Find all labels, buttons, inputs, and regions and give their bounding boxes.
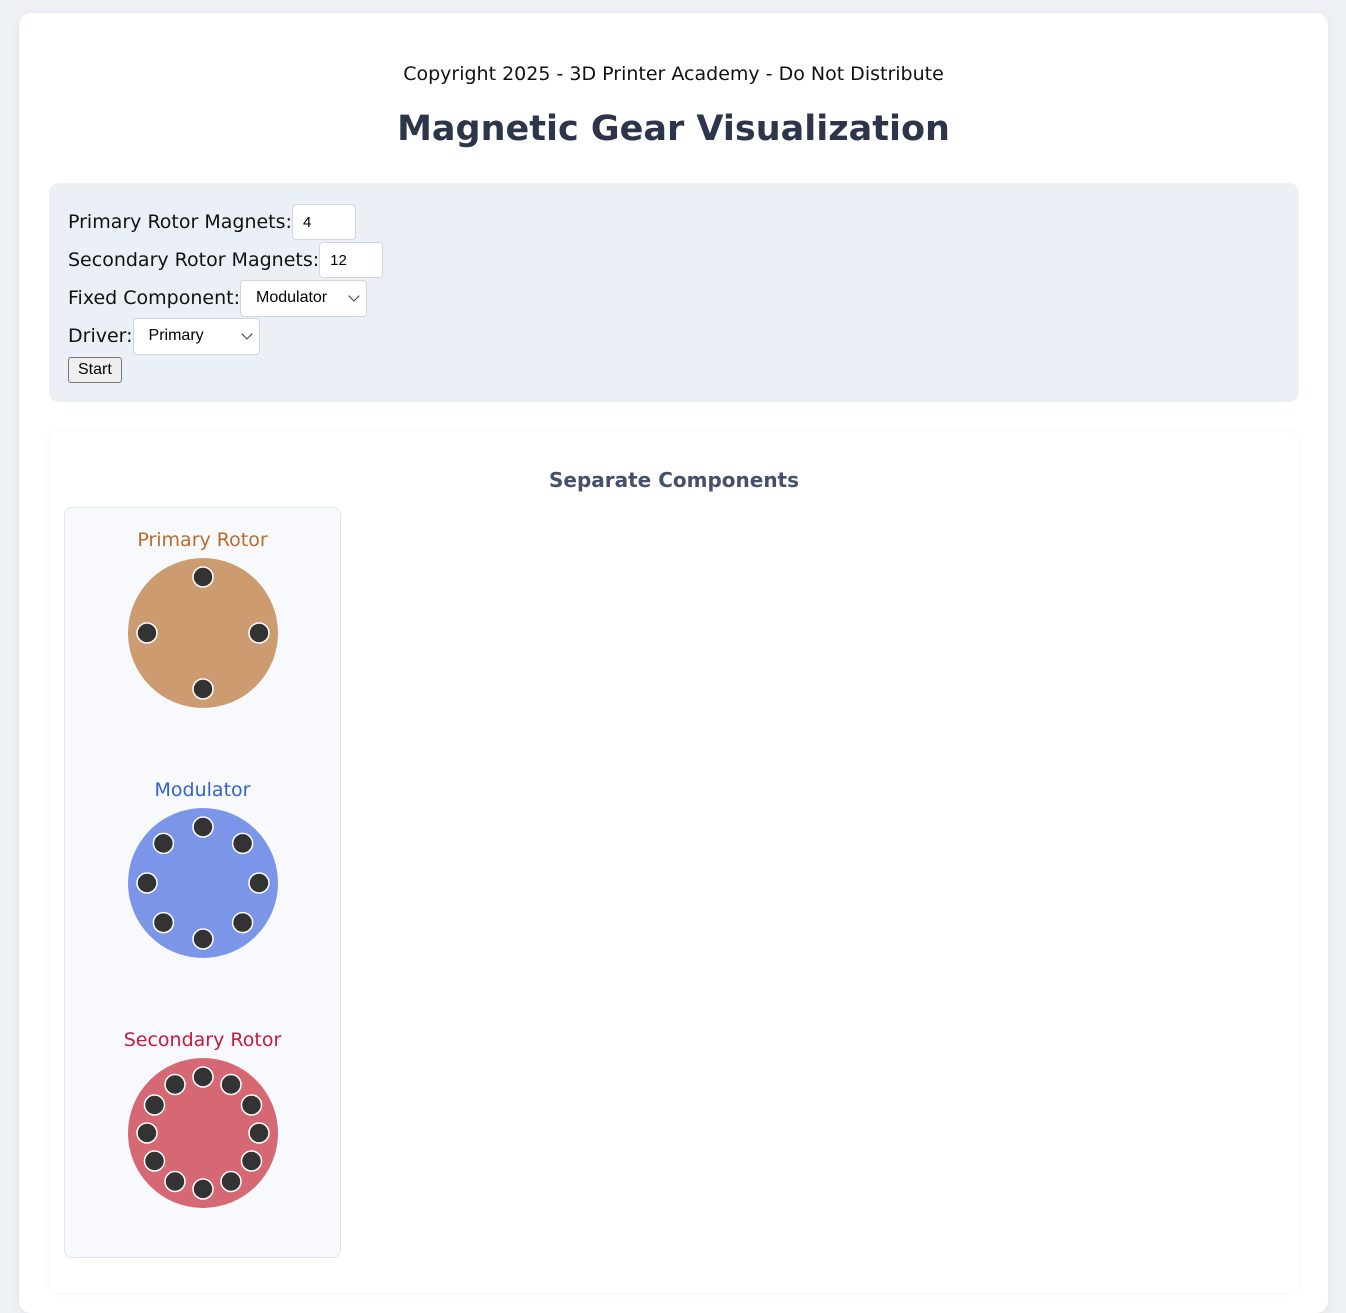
magnet-icon	[193, 1067, 213, 1087]
driver-value: Primary	[148, 327, 204, 344]
magnet-icon	[232, 913, 252, 933]
magnet-icon	[193, 817, 213, 837]
magnet-icon	[221, 1171, 241, 1191]
start-button[interactable]: Start	[68, 357, 122, 383]
secondary-rotor-disc	[128, 1058, 278, 1208]
main-container	[19, 13, 1328, 1313]
modulator-label: Modulator	[154, 779, 251, 801]
controls-panel	[49, 183, 1299, 402]
primary-magnets-label: Primary Rotor Magnets:	[68, 211, 292, 233]
driver-label: Driver:	[68, 325, 133, 347]
modulator-component	[65, 776, 340, 958]
visualization-panel	[49, 432, 1299, 1292]
driver-select[interactable]	[133, 318, 260, 355]
fixed-component-select[interactable]	[240, 280, 367, 317]
fixed-component-label: Fixed Component:	[68, 287, 240, 309]
magnet-icon	[144, 1151, 164, 1171]
secondary-rotor-component	[65, 1026, 340, 1208]
magnet-icon	[193, 679, 213, 699]
visualization-title: Separate Components	[548, 468, 800, 492]
chevron-down-icon	[241, 328, 252, 339]
secondary-magnets-row	[68, 241, 1280, 279]
magnet-icon	[137, 873, 157, 893]
primary-rotor-label: Primary Rotor	[137, 529, 268, 551]
magnet-icon	[193, 929, 213, 949]
magnet-icon	[249, 873, 269, 893]
fixed-component-value: Modulator	[255, 289, 328, 306]
fixed-component-row	[68, 279, 1280, 317]
primary-rotor-disc	[128, 558, 278, 708]
secondary-magnets-label: Secondary Rotor Magnets:	[68, 249, 320, 271]
magnet-icon	[232, 833, 252, 853]
copyright-notice: Copyright 2025 - 3D Printer Academy - Do Not Distribute	[403, 63, 944, 85]
magnet-icon	[153, 833, 173, 853]
secondary-rotor-label: Secondary Rotor	[123, 1029, 282, 1051]
magnet-icon	[153, 913, 173, 933]
magnet-icon	[137, 1123, 157, 1143]
magnet-icon	[144, 1095, 164, 1115]
components-box	[64, 507, 341, 1258]
primary-rotor-component	[65, 526, 340, 708]
primary-magnets-row	[68, 203, 1280, 241]
magnet-icon	[249, 1123, 269, 1143]
modulator-disc	[128, 808, 278, 958]
magnet-icon	[221, 1075, 241, 1095]
magnet-icon	[241, 1095, 261, 1115]
magnet-icon	[249, 623, 269, 643]
driver-row	[68, 317, 1280, 355]
magnet-icon	[193, 1179, 213, 1199]
primary-magnets-input[interactable]	[292, 204, 356, 240]
magnet-icon	[137, 623, 157, 643]
magnet-icon	[165, 1075, 185, 1095]
chevron-down-icon	[348, 290, 359, 301]
magnet-icon	[193, 567, 213, 587]
secondary-magnets-input[interactable]	[319, 242, 383, 278]
page-title: Magnetic Gear Visualization	[397, 109, 950, 149]
magnet-icon	[165, 1171, 185, 1191]
magnet-icon	[241, 1151, 261, 1171]
